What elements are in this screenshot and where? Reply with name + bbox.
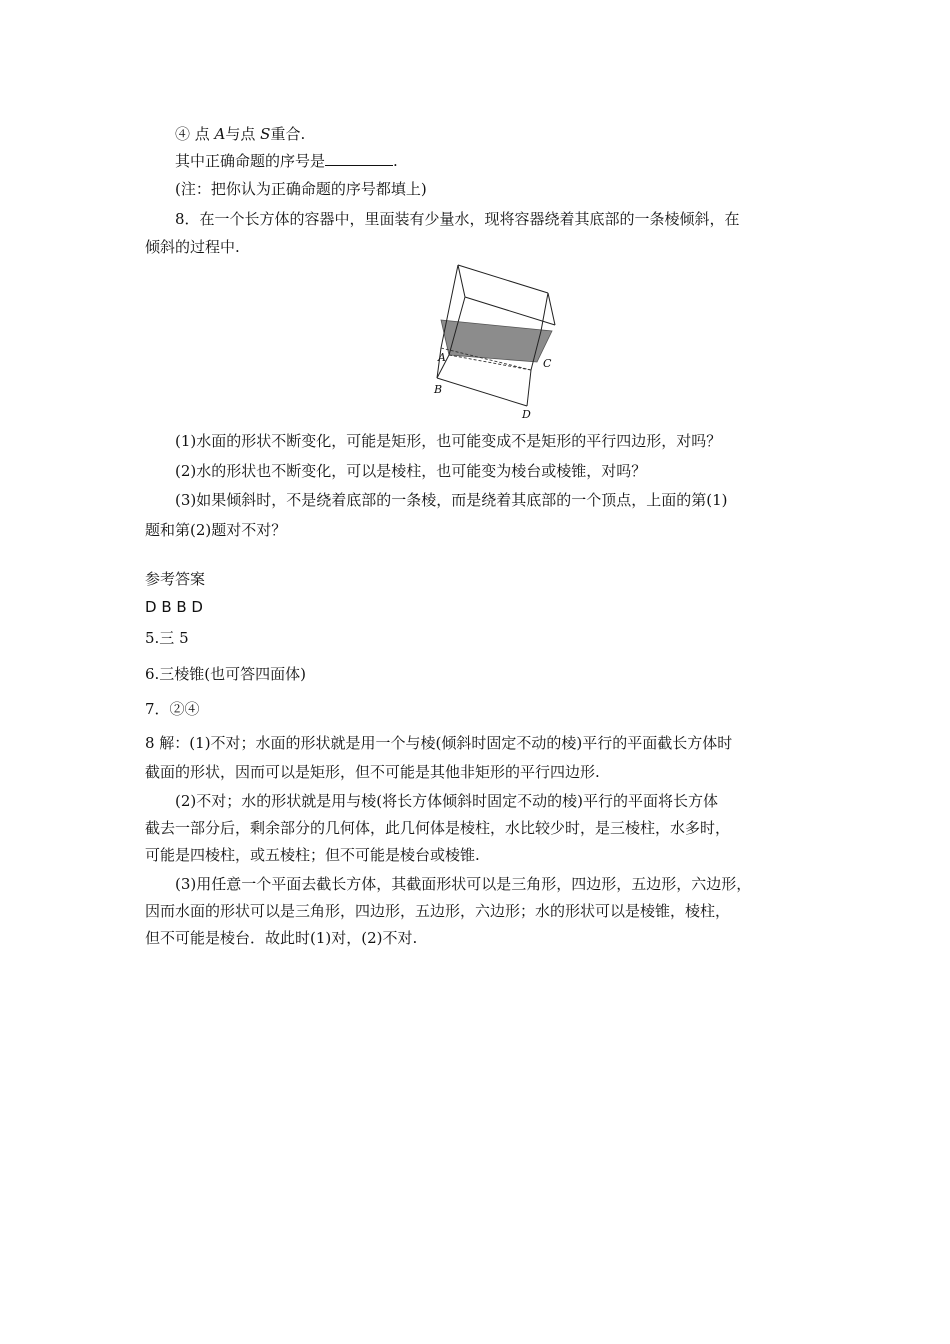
q7-item4-suffix: 重合. — [270, 125, 306, 143]
q7-question — [175, 151, 398, 171]
q7-question-suffix: . — [393, 152, 398, 170]
answer-blank — [325, 151, 393, 166]
q8-sub-3-line-1: (3)如果倾斜时，不是绕着底部的一条棱，而是绕着其底部的一个顶点，上面的第(1) — [175, 491, 728, 509]
point-s: S — [260, 125, 271, 143]
vertex-label-b: B — [434, 383, 443, 396]
q7-item4-prefix: ④ 点 — [175, 125, 215, 143]
answer-8-part-1-line-2: 截面的形状，因而可以是矩形，但不可能是其他非矩形的平行四边形. — [145, 763, 600, 781]
vertex-label-a: A — [438, 351, 446, 364]
answer-8-part-2-line-3: 可能是四棱柱，或五棱柱；但不可能是棱台或棱锥. — [145, 846, 480, 864]
answers-heading: 参考答案 — [145, 570, 206, 588]
q7-note: (注：把你认为正确命题的序号都填上) — [175, 180, 427, 198]
q8-stem-line-1: 8．在一个长方体的容器中，里面装有少量水，现将容器绕着其底部的一条棱倾斜，在 — [175, 210, 740, 228]
answer-6: 6.三棱锥(也可答四面体) — [145, 665, 307, 683]
answer-5: 5.三 5 — [145, 629, 189, 647]
answer-8-part-2-line-1: (2)不对；水的形状就是用与棱(将长方体倾斜时固定不动的棱)平行的平面将长方体 — [175, 792, 718, 810]
answer-8-part-3-line-3: 但不可能是棱台．故此时(1)对，(2)不对. — [145, 929, 418, 947]
q8-sub-2: (2)水的形状也不断变化，可以是棱柱，也可能变为棱台或棱锥，对吗？ — [175, 462, 647, 480]
answer-8-part-3-line-1: (3)用任意一个平面去截长方体，其截面形状可以是三角形，四边形，五边形，六边形， — [175, 875, 752, 893]
q7-item-4 — [175, 124, 305, 144]
point-a: A — [214, 125, 226, 143]
answer-8-part-3-line-2: 因而水面的形状可以是三角形，四边形，五边形，六边形；水的形状可以是棱锥，棱柱， — [145, 902, 731, 920]
q8-stem-line-2: 倾斜的过程中. — [145, 238, 240, 256]
vertex-label-d: D — [522, 408, 531, 421]
vertex-label-c: C — [543, 357, 552, 370]
answer-8-part-2-line-2: 截去一部分后，剩余部分的几何体，此几何体是棱柱，水比较少时，是三棱柱，水多时， — [145, 819, 731, 837]
water-surface — [441, 320, 552, 362]
answer-1-4: D B B D — [145, 598, 203, 616]
q8-sub-1: (1)水面的形状不断变化，可能是矩形，也可能变成不是矩形的平行四边形，对吗？ — [175, 432, 722, 450]
q7-item4-mid: 与点 — [225, 125, 261, 143]
q7-question-prefix: 其中正确命题的序号是 — [175, 152, 326, 170]
tilted-cuboid-figure — [425, 260, 565, 425]
answer-7: 7．②④ — [145, 700, 200, 718]
answer-8-part-1-line-1: 8 解：(1)不对；水面的形状就是用一个与棱(倾斜时固定不动的棱)平行的平面截长方体时 — [145, 734, 733, 752]
q8-sub-3-line-2: 题和第(2)题对不对？ — [145, 521, 287, 539]
